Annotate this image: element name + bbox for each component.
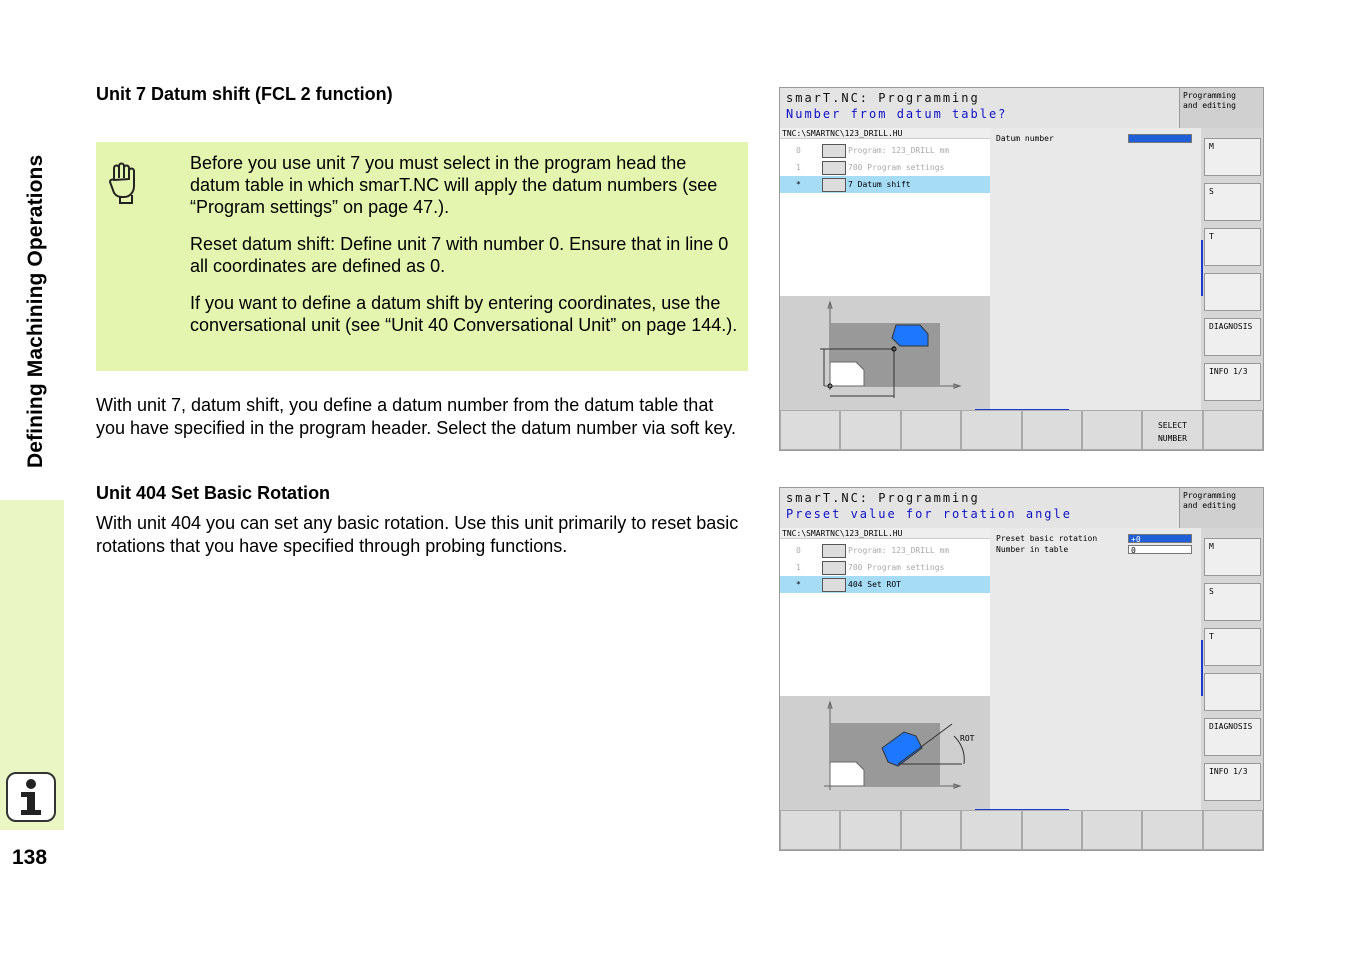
page-number: 138 xyxy=(12,846,48,869)
body-paragraph-unit-404: With unit 404 you can set any basic rotation. Use this unit primarily to reset basic rotations that you have specified through probing functions. xyxy=(96,513,739,556)
pointing-hand-icon xyxy=(108,162,142,209)
diagnosis-button[interactable] xyxy=(1204,718,1261,756)
note-paragraph-3: If you want to define a datum shift by entering coordinates, use the conversational unit (see “Unit 40 Conversational Unit” on page 144.). xyxy=(190,293,738,335)
mode-line-1: Programming xyxy=(1183,91,1236,100)
info-icon xyxy=(6,772,56,822)
row-number: 1 xyxy=(796,563,801,572)
screen-prompt: Number from datum table? xyxy=(786,107,1008,121)
softkey-4[interactable] xyxy=(961,810,1021,850)
softkey-1[interactable] xyxy=(780,810,840,850)
file-path: TNC:\SMARTNC\123_DRILL.HU xyxy=(780,528,990,539)
screen-header xyxy=(780,88,1179,129)
button-label: S xyxy=(1209,187,1214,196)
tree-row[interactable] xyxy=(780,142,990,159)
button-label: M xyxy=(1209,142,1214,151)
softkey-5[interactable] xyxy=(1022,810,1082,850)
tree-row-selected[interactable] xyxy=(780,176,990,193)
row-label: 700 Program settings xyxy=(848,563,945,572)
mode-line-2: and editing xyxy=(1183,101,1236,110)
softkey-2[interactable] xyxy=(840,410,900,450)
preset-rotation-field[interactable] xyxy=(994,534,1194,544)
button-label: DIAGNOSIS xyxy=(1209,322,1253,331)
row-number: 0 xyxy=(796,546,801,555)
note-paragraph-1: Before you use unit 7 you must select in the program head the datum table in which smarT.NC will apply the datum numbers (see “Program settings” on page 47.). xyxy=(190,153,718,217)
screen-title: smarT.NC: Programming xyxy=(786,91,980,105)
program-tree xyxy=(780,528,991,696)
spindle-button[interactable] xyxy=(1204,183,1261,221)
empty-button[interactable] xyxy=(1204,673,1261,711)
softkey-bar xyxy=(780,410,1263,450)
rot-label: ROT xyxy=(960,734,975,743)
note-paragraph-2: Reset datum shift: Define unit 7 with number 0. Ensure that in line 0 all coordinates are defined as 0. xyxy=(190,234,729,276)
program-tree xyxy=(780,128,991,296)
help-graphic xyxy=(780,696,990,810)
tree-row-selected[interactable] xyxy=(780,576,990,593)
field-value[interactable]: +0 xyxy=(1128,534,1192,543)
button-label: M xyxy=(1209,542,1214,551)
right-softkey-panel xyxy=(1201,528,1263,810)
button-label: T xyxy=(1209,232,1214,241)
row-number: 0 xyxy=(796,146,801,155)
softkey-6[interactable] xyxy=(1082,410,1142,450)
row-label: 404 Set ROT xyxy=(848,580,901,589)
screen-header xyxy=(780,488,1179,529)
screen-prompt: Preset value for rotation angle xyxy=(786,507,1072,521)
datum-shift-icon xyxy=(822,178,846,192)
section-heading-unit-404: Unit 404 Set Basic Rotation xyxy=(96,483,331,503)
screen-title: smarT.NC: Programming xyxy=(786,491,980,505)
screenshot-basic-rotation xyxy=(779,487,1264,851)
input-form xyxy=(990,128,1201,410)
settings-icon xyxy=(822,161,846,175)
program-icon xyxy=(822,544,846,558)
softkey-8[interactable] xyxy=(1203,810,1263,850)
program-icon xyxy=(822,144,846,158)
info-button[interactable] xyxy=(1204,763,1261,801)
softkey-7[interactable] xyxy=(1142,810,1202,850)
diagnosis-button[interactable] xyxy=(1204,318,1261,356)
field-label: Preset basic rotation xyxy=(996,534,1098,543)
screenshot-datum-shift xyxy=(779,87,1264,451)
chapter-title: Defining Machining Operations xyxy=(24,154,47,468)
input-form xyxy=(990,528,1201,810)
mode-line-1: Programming xyxy=(1183,491,1236,500)
info-button[interactable] xyxy=(1204,363,1261,401)
help-graphic xyxy=(780,296,990,410)
tool-button[interactable] xyxy=(1204,628,1261,666)
mode-line-2: and editing xyxy=(1183,501,1236,510)
section-heading-unit-7: Unit 7 Datum shift (FCL 2 function) xyxy=(96,84,393,104)
softkey-3[interactable] xyxy=(901,810,961,850)
row-number: * xyxy=(796,180,801,189)
softkey-5[interactable] xyxy=(1022,410,1082,450)
select-number-softkey[interactable]: SELECT NUMBER xyxy=(1142,410,1202,450)
tool-button[interactable] xyxy=(1204,228,1261,266)
row-number: 1 xyxy=(796,163,801,172)
row-label: Program: 123_DRILL mm xyxy=(848,546,950,555)
body-paragraph-unit-7: With unit 7, datum shift, you define a datum number from the datum table that you have specified in the program header. Select the datum number via soft key. xyxy=(96,395,737,438)
button-label: DIAGNOSIS xyxy=(1209,722,1253,731)
file-path: TNC:\SMARTNC\123_DRILL.HU xyxy=(780,128,990,139)
row-label: Program: 123_DRILL mm xyxy=(848,146,950,155)
softkey-6[interactable] xyxy=(1082,810,1142,850)
rotation-icon xyxy=(822,578,846,592)
mode-indicator xyxy=(1179,488,1263,528)
right-softkey-panel xyxy=(1201,128,1263,410)
tree-row[interactable] xyxy=(780,542,990,559)
scroll-indicator xyxy=(1201,640,1203,696)
mode-indicator xyxy=(1179,88,1263,128)
empty-button[interactable] xyxy=(1204,273,1261,311)
settings-icon xyxy=(822,561,846,575)
m-function-button[interactable] xyxy=(1204,538,1261,576)
button-label: S xyxy=(1209,587,1214,596)
field-value[interactable] xyxy=(1128,134,1192,143)
softkey-8[interactable] xyxy=(1203,410,1263,450)
button-label: T xyxy=(1209,632,1214,641)
row-label: 700 Program settings xyxy=(848,163,945,172)
field-label: Number in table xyxy=(996,545,1069,554)
softkey-1[interactable] xyxy=(780,410,840,450)
tree-row[interactable] xyxy=(780,159,990,176)
tree-row[interactable] xyxy=(780,559,990,576)
scroll-indicator xyxy=(1201,240,1203,296)
field-label: Datum number xyxy=(996,134,1054,143)
row-label: 7 Datum shift xyxy=(848,180,911,189)
button-label: INFO 1/3 xyxy=(1209,367,1248,376)
softkey-2[interactable] xyxy=(840,810,900,850)
spindle-button[interactable] xyxy=(1204,583,1261,621)
m-function-button[interactable] xyxy=(1204,138,1261,176)
softkey-4[interactable] xyxy=(961,410,1021,450)
datum-number-field[interactable] xyxy=(994,134,1194,144)
button-label: INFO 1/3 xyxy=(1209,767,1248,776)
softkey-3[interactable] xyxy=(901,410,961,450)
field-value[interactable]: 0 xyxy=(1128,545,1192,554)
row-number: * xyxy=(796,580,801,589)
softkey-bar xyxy=(780,810,1263,850)
table-number-field[interactable] xyxy=(994,545,1194,555)
